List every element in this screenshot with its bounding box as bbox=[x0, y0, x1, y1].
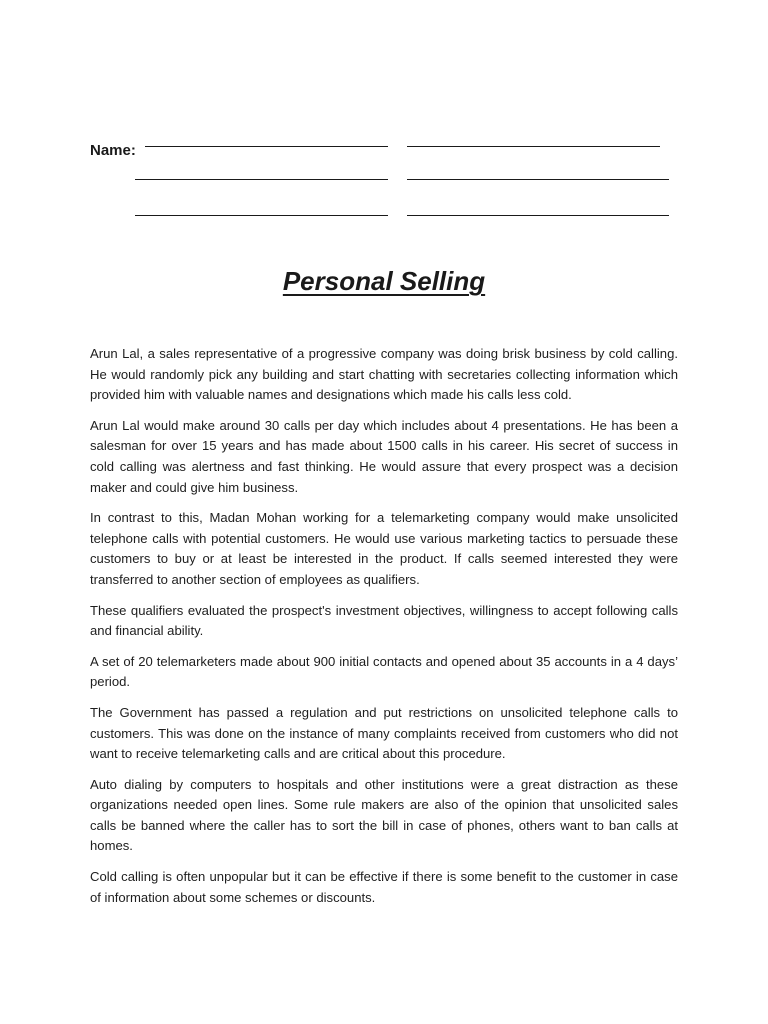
name-row-1 bbox=[90, 126, 690, 162]
paragraph-2: Arun Lal would make around 30 calls per day which includes about 4 presentations. He has been a salesman for over 15 years and has made about 1500 calls in his career. His secret of success in cold calling was alertness and fast thinking. He would assure that every prospect was a decision maker and could give him business. bbox=[90, 417, 678, 495]
paragraph-4: These qualifiers evaluated the prospect's investment objectives, willingness to accept following calls and financial ability. bbox=[90, 602, 678, 639]
name-label: Name: bbox=[90, 142, 136, 159]
document-title: Personal Selling bbox=[282, 266, 486, 296]
paragraph-6: The Government has passed a regulation and put restrictions on unsolicited telephone calls to customers. This was done on the instance of many complaints received from customers who did not want to receive telemarketing calls and are critical about this procedure. bbox=[90, 704, 678, 762]
paragraph-1: Arun Lal, a sales representative of a progressive company was doing brisk business by cold calling. He would randomly pick any building and start chatting with secretaries collecting information which provided him with valuable names and designations which made his calls less cold. bbox=[90, 346, 678, 403]
paragraph-5: A set of 20 telemarketers made about 900 initial contacts and opened about 35 accounts in a 4 days’ period. bbox=[90, 653, 678, 690]
case-study-body bbox=[90, 344, 678, 918]
name-blank-3b bbox=[407, 215, 669, 216]
name-blank-2a bbox=[135, 179, 388, 180]
name-blank-2b bbox=[407, 179, 669, 180]
paragraph-3: In contrast to this, Madan Mohan working for a telemarketing company would make unsolicited telephone calls with potential customers. He would use various marketing tactics to persuade these customers to buy or at least be interested in the product. If calls seemed interested they were transferred to another section of employees as qualifiers. bbox=[90, 510, 678, 587]
name-blank-1b bbox=[407, 146, 660, 147]
paragraph-8: Cold calling is often unpopular but it can be effective if there is some benefit to the customer in case of information about some schemes or discounts. bbox=[90, 869, 678, 905]
name-fields bbox=[90, 126, 690, 162]
name-blank-3a bbox=[135, 215, 388, 216]
name-blank-1a bbox=[145, 146, 388, 147]
paragraph-7: Auto dialing by computers to hospitals and other institutions were a great distraction as these organizations needed open lines. Some rule makers are also of the opinion that unsolicited sales calls be banned where the caller has to sort the bill in case of phones, others want to ban calls at homes. bbox=[90, 776, 678, 854]
